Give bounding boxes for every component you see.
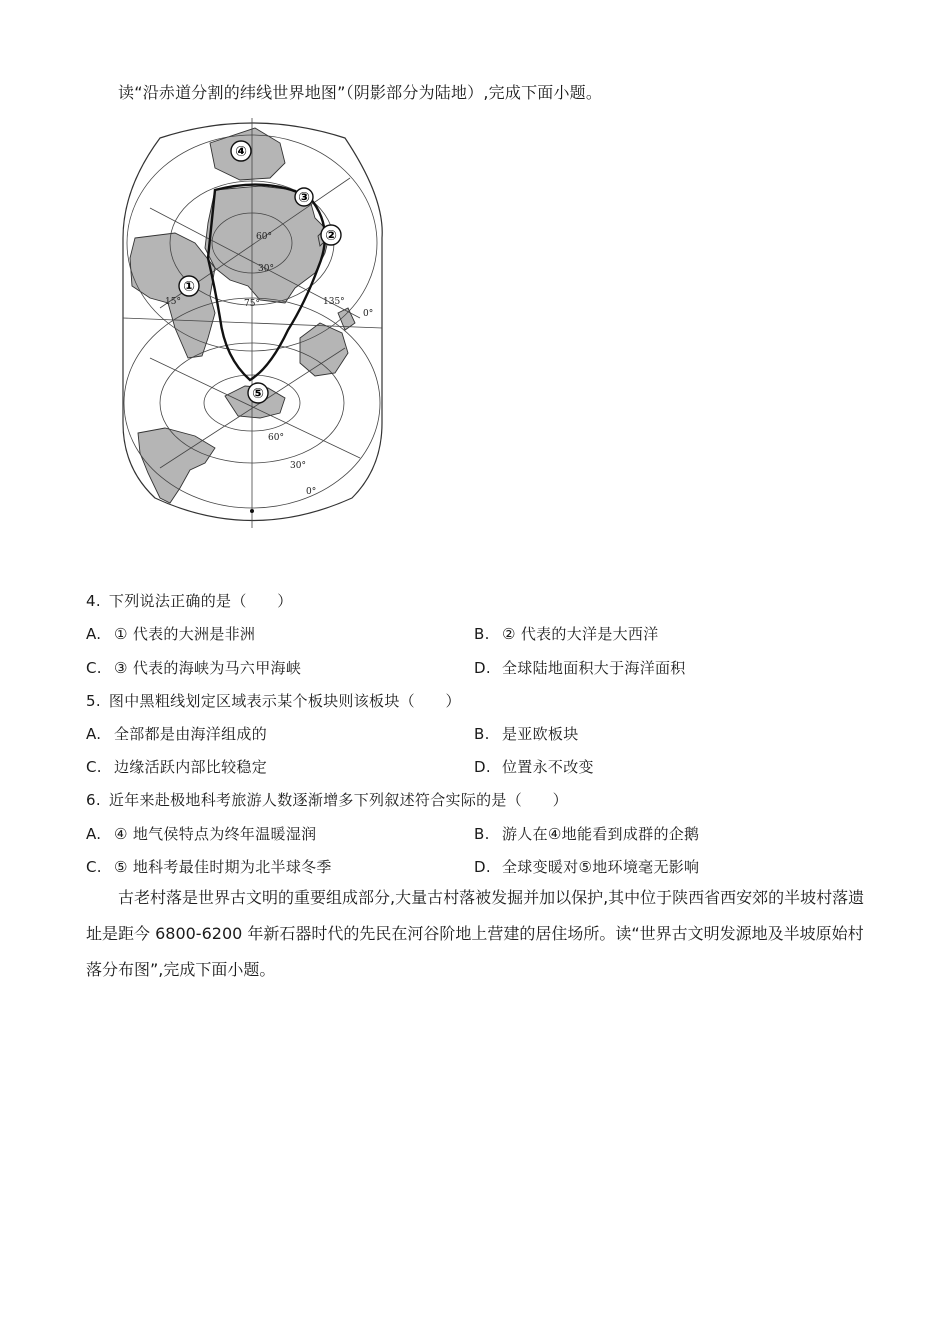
label-lat0-bottom: 0°: [306, 487, 317, 497]
label-lat30-top: 30°: [258, 264, 274, 274]
q4-option-d[interactable]: D. 全球陆地面积大于海洋面积: [474, 659, 686, 677]
label-lon0-right: 0°: [363, 309, 374, 319]
svg-text:②: ②: [325, 228, 337, 244]
svg-text:④: ④: [235, 144, 247, 160]
q5-option-d[interactable]: D. 位置永不改变: [474, 758, 594, 776]
marker-2: [321, 225, 341, 245]
label-lat30-bottom: 30°: [290, 461, 306, 471]
marker-1: [179, 276, 199, 296]
q5-option-b[interactable]: B. 是亚欧板块: [474, 725, 579, 743]
q6-option-c[interactable]: C. ⑤ 地科考最佳时期为北半球冬季: [86, 858, 332, 876]
world-map-figure: [120, 118, 385, 528]
q4-option-a[interactable]: A. ① 代表的大洲是非洲: [86, 625, 256, 643]
question-5: 5. 图中黑粗线划定区域表示某个板块则该板块（ ）: [86, 692, 461, 710]
intro-text: 读“沿赤道分割的纬线世界地图”（阴影部分为陆地）,完成下面小题。: [118, 83, 603, 102]
q5-option-a[interactable]: A. 全部都是由海洋组成的: [86, 725, 268, 743]
marker-4: [231, 141, 251, 161]
label-lat60-top: 60°: [256, 232, 272, 242]
q4-option-b[interactable]: B. ② 代表的大洋是大西洋: [474, 625, 659, 643]
question-4: 4. 下列说法正确的是（ ）: [86, 592, 293, 610]
label-lon15: 15°: [165, 297, 181, 307]
q6-option-b[interactable]: B. 游人在④地能看到成群的企鹅: [474, 825, 700, 843]
label-lon135: 135°: [323, 297, 345, 307]
label-lon75: 75°: [244, 299, 260, 309]
next-section-paragraph: 古老村落是世界古文明的重要组成部分,大量古村落被发掘并加以保护,其中位于陕西省西安郊的半坡村落遗址是距今 6800-6200 年新石器时代的先民在河谷阶地上营建的居住场所。读“世界古文明发源地及半坡原始村落分布图”,完成下面小题。: [86, 888, 865, 979]
question-6: 6. 近年来赴极地科考旅游人数逐渐增多下列叙述符合实际的是（ ）: [86, 791, 568, 809]
marker-3: [295, 188, 313, 206]
svg-text:①: ①: [183, 279, 195, 295]
q5-option-c[interactable]: C. 边缘活跃内部比较稳定: [86, 758, 268, 776]
south-pole-dot: [250, 509, 254, 513]
svg-text:③: ③: [298, 190, 310, 206]
svg-text:⑤: ⑤: [252, 386, 264, 402]
marker-5: [248, 383, 268, 403]
label-lat60-bottom: 60°: [268, 433, 284, 443]
q6-option-d[interactable]: D. 全球变暖对⑤地环境毫无影响: [474, 858, 700, 876]
q4-option-c[interactable]: C. ③ 代表的海峡为马六甲海峡: [86, 659, 302, 677]
q6-option-a[interactable]: A. ④ 地气侯特点为终年温暖湿润: [86, 825, 317, 843]
